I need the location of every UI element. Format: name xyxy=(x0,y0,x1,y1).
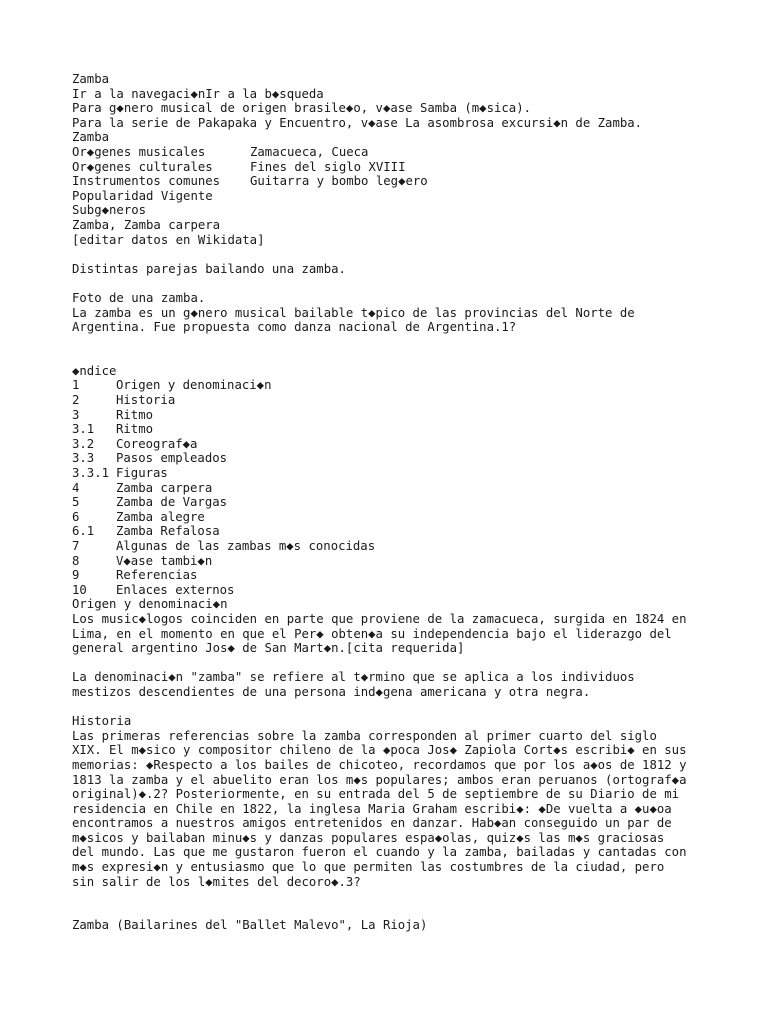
paragraph-line: La denominaci◆n "zamba" se refiere al t◆rmino que se aplica a los individuos xyxy=(72,670,635,685)
toc-link[interactable]: Ritmo xyxy=(116,422,154,437)
infobox-value: Guitarra y bombo leg◆ero xyxy=(250,174,428,189)
toc-number: 9 xyxy=(72,568,80,583)
toc-item[interactable] xyxy=(72,510,712,525)
paragraph-line: memorias: ◆Respecto a los bailes de chicoteo, recordamos que por los a◆os de 1812 y xyxy=(72,757,687,772)
toc-link[interactable]: Pasos empleados xyxy=(116,451,228,466)
infobox-row xyxy=(72,145,712,160)
toc-link[interactable]: Zamba de Vargas xyxy=(116,495,228,510)
intro-text: La zamba es un g◆nero musical bailable t◆pico de las provincias del Norte de xyxy=(72,305,635,320)
toc-link[interactable]: Referencias xyxy=(116,568,198,583)
paragraph-line: residencia en Chile en 1822, la inglesa Maria Graham escribi◆: ◆De vuelta a ◆u◆oa xyxy=(72,801,672,816)
toc-item[interactable] xyxy=(72,466,712,481)
toc-list xyxy=(72,378,712,597)
toc-item[interactable] xyxy=(72,554,712,569)
hatnote-pakapaka: Para la serie de Pakapaka y Encuentro, v◆ase La asombrosa excursi◆n de Zamba. xyxy=(72,115,643,130)
toc-item[interactable] xyxy=(72,437,712,452)
toc-link[interactable]: Algunas de las zambas m◆s conocidas xyxy=(116,539,376,553)
paragraph-line: mestizos descendientes de una persona ind◆gena americana y otra negra. xyxy=(72,684,591,699)
toc-number: 3 xyxy=(72,407,80,422)
paragraph-line: XIX. El m◆sico y compositor chileno de la ◆poca Jos◆ Zapiola Cort◆s escribi◆ en sus xyxy=(72,743,687,758)
toc-item[interactable] xyxy=(72,524,712,539)
toc-item[interactable] xyxy=(72,393,712,408)
infobox-title: Zamba xyxy=(72,130,110,145)
section-heading-history: Historia xyxy=(72,714,132,729)
toc-title: ◆ndice xyxy=(72,363,117,378)
section-heading-origin: Origen y denominaci◆n xyxy=(72,597,228,612)
toc-item[interactable] xyxy=(72,481,712,496)
paragraph-line: general argentino Jos◆ de San Mart◆n.[cita requerida] xyxy=(72,641,465,656)
toc-number: 6.1 xyxy=(72,524,95,539)
infobox-value: Fines del siglo XVIII xyxy=(250,159,406,174)
toc-item[interactable] xyxy=(72,408,712,423)
paragraph-line: Lima, en el momento en que el Per◆ obten◆a su independencia bajo el liderazgo del xyxy=(72,626,672,641)
toc-number: 8 xyxy=(72,553,80,568)
paragraph-line: encontramos a nuestros amigos entretenidos en danzar. Hab◆an conseguido un par de xyxy=(72,816,672,831)
toc-link[interactable]: Enlaces externos xyxy=(116,582,235,597)
paragraph-line: 1813 la zamba y el abuelito eran los m◆s populares; ambos eran peruanos (ortograf◆a xyxy=(72,772,687,787)
paragraph-line: original)◆.2? Posteriormente, en su entrada del 5 de septiembre de su Diario de mi xyxy=(72,787,680,802)
toc-number: 3.3.1 xyxy=(72,466,110,481)
paragraph-line: sin salir de los l◆mites del decoro◆.3? xyxy=(72,874,361,889)
toc-item[interactable] xyxy=(72,495,712,510)
infobox-value: Zamacueca, Cueca xyxy=(250,144,369,159)
toc-link[interactable]: Zamba alegre xyxy=(116,509,205,524)
toc-link[interactable]: Origen y denominaci◆n xyxy=(116,378,272,393)
toc-item[interactable] xyxy=(72,568,712,583)
nav-links[interactable]: Ir a la navegaci◆nIr a la b◆squeda xyxy=(72,86,324,101)
toc-number: 7 xyxy=(72,539,80,553)
wikidata-edit-link[interactable]: [editar datos en Wikidata] xyxy=(72,232,265,247)
paragraph-line: m◆s expresi◆n y entusiasmo que lo que permiten las costumbres de la ciudad, pero xyxy=(72,860,665,875)
toc-item[interactable] xyxy=(72,378,712,393)
toc-item[interactable] xyxy=(72,539,712,554)
toc-link[interactable]: Historia xyxy=(116,393,176,408)
toc-number: 2 xyxy=(72,393,80,408)
paragraph-line: Los music◆logos coinciden en parte que proviene de la zamacueca, surgida en 1824 en xyxy=(72,611,687,626)
toc-link[interactable]: Figuras xyxy=(116,466,168,481)
infobox-subgenres-value: Zamba, Zamba carpera xyxy=(72,217,221,232)
toc-link[interactable]: Zamba Refalosa xyxy=(116,524,220,539)
toc-item[interactable] xyxy=(72,451,712,466)
photo-line: Foto de una zamba. xyxy=(72,290,206,305)
toc-number: 6 xyxy=(72,509,80,524)
toc-item[interactable] xyxy=(72,422,712,437)
infobox-popularity: Popularidad Vigente xyxy=(72,188,213,203)
intro-text: Argentina. Fue propuesta como danza nacional de Argentina.1? xyxy=(72,320,517,335)
infobox-label: Or◆genes musicales xyxy=(72,144,206,159)
toc-link[interactable]: Ritmo xyxy=(116,407,154,422)
infobox-row xyxy=(72,174,712,189)
toc-item[interactable] xyxy=(72,583,712,598)
infobox-label: Instrumentos comunes xyxy=(72,174,221,189)
toc-number: 10 xyxy=(72,582,87,597)
document-page xyxy=(72,72,712,933)
toc-number: 3.3 xyxy=(72,451,95,466)
toc-number: 1 xyxy=(72,378,80,393)
page-title: Zamba xyxy=(72,72,110,86)
infobox-subgenres-label: Subg◆neros xyxy=(72,203,147,218)
toc-link[interactable]: Zamba carpera xyxy=(116,480,213,495)
toc-number: 4 xyxy=(72,480,80,495)
toc-link[interactable]: Coreograf◆a xyxy=(116,436,198,451)
image-caption: Zamba (Bailarines del "Ballet Malevo", La Rioja) xyxy=(72,918,428,933)
paragraph-line: m◆sicos y bailaban minu◆s y danzas populares espa◆olas, quiz◆s las m◆s graciosas xyxy=(72,830,665,845)
toc-number: 3.2 xyxy=(72,436,95,451)
toc-link[interactable]: V◆ase tambi◆n xyxy=(116,553,213,568)
toc-number: 5 xyxy=(72,495,80,510)
image-caption: Distintas parejas bailando una zamba. xyxy=(72,261,346,276)
paragraph-line: Las primeras referencias sobre la zamba corresponden al primer cuarto del siglo xyxy=(72,728,657,743)
hatnote-samba: Para g◆nero musical de origen brasile◆o, v◆ase Samba (m◆sica). xyxy=(72,101,532,116)
paragraph-line: del mundo. Las que me gustaron fueron el cuando y la zamba, bailadas y cantadas con xyxy=(72,845,687,860)
infobox-row xyxy=(72,160,712,175)
infobox-label: Or◆genes culturales xyxy=(72,159,213,174)
toc-number: 3.1 xyxy=(72,422,95,437)
